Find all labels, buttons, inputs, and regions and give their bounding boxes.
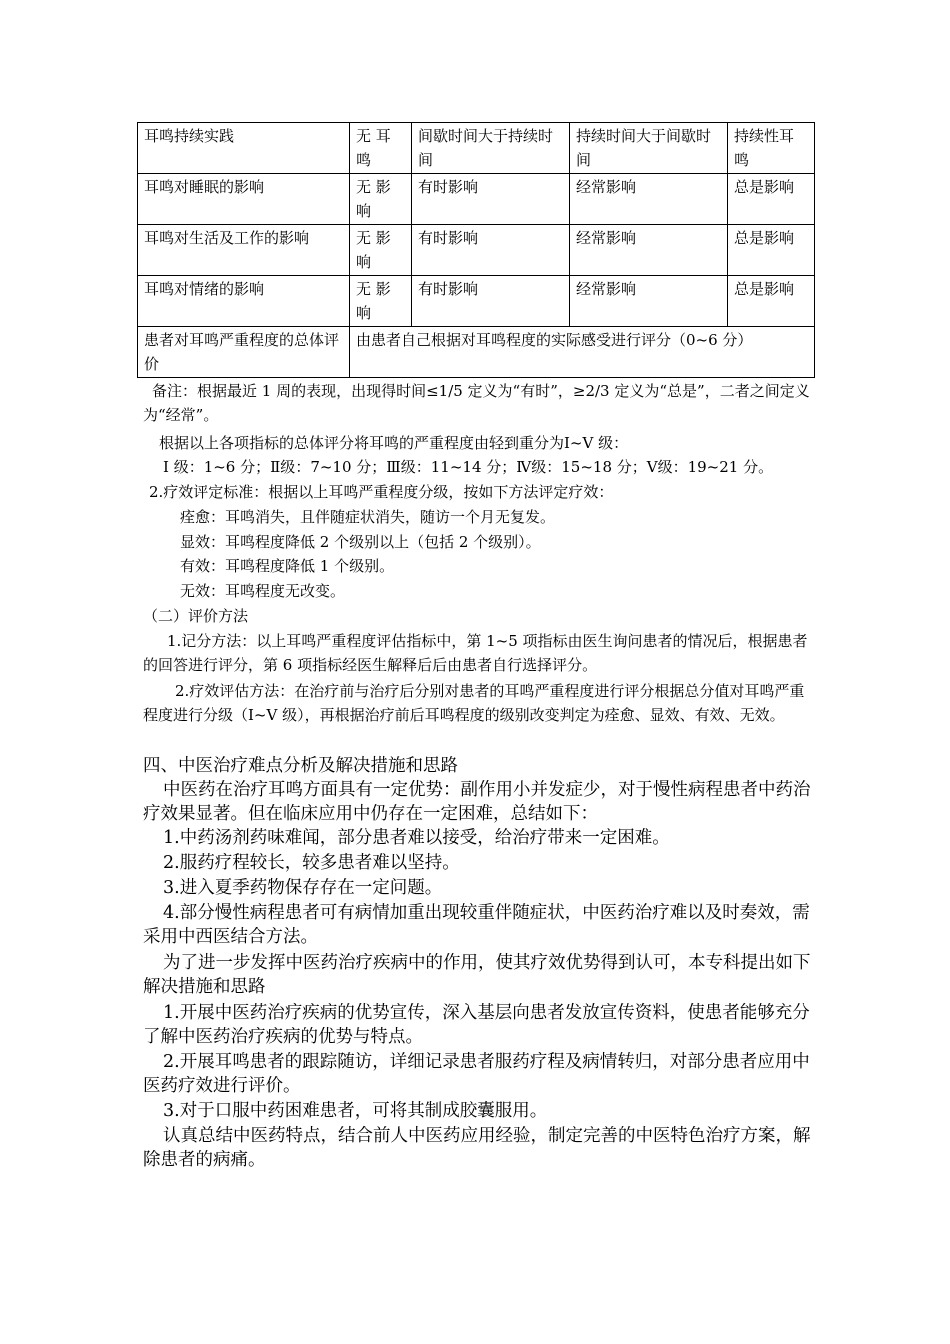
row-label: 耳鸣对睡眠的影响	[138, 174, 350, 225]
cell-score-3: 持续性耳鸣	[728, 123, 815, 174]
row-label: 患者对耳鸣严重程度的总体评价	[138, 327, 350, 378]
cell-score-0: 无 耳鸣	[350, 123, 412, 174]
cell-score-0: 无 影响	[350, 276, 412, 327]
overall-description: 由患者自己根据对耳鸣程度的实际感受进行评分（0~6 分）	[350, 327, 815, 378]
difficulty-item: 1.中药汤剂药味难闻，部分患者难以接受，给治疗带来一定困难。	[163, 828, 670, 848]
remark-note: 备注：根据最近 1 周的表现，出现得时间≤1/5 定义为“有时”，≥2/3 定义为“总是”，二者之间定义为“经常”。	[143, 382, 810, 424]
measures-intro: 为了进一步发挥中医药治疗疾病中的作用，使其疗效优势得到认可，本专科提出如下解决措施和思路	[143, 953, 811, 997]
section-heading: 四、中医治疗难点分析及解决措施和思路	[143, 756, 458, 776]
grading-intro: 根据以上各项指标的总体评分将耳鸣的严重程度由轻到重分为Ⅰ~Ⅴ 级：	[159, 434, 629, 452]
efficacy-effective: 有效：耳鸣程度降低 1 个级别。	[180, 557, 395, 575]
difficulty-item: 2.服药疗程较长，较多患者难以坚持。	[163, 853, 460, 873]
cell-score-3: 总是影响	[728, 225, 815, 276]
efficacy-cure: 痊愈：耳鸣消失，且伴随症状消失，随访一个月无复发。	[180, 508, 556, 526]
cell-score-0: 无 影响	[350, 174, 412, 225]
efficacy-marked: 显效：耳鸣程度降低 2 个级别以上（包括 2 个级别）。	[180, 533, 541, 551]
cell-score-1: 间歇时间大于持续时间	[412, 123, 570, 174]
row-label: 耳鸣持续实践	[138, 123, 350, 174]
row-label: 耳鸣对情绪的影响	[138, 276, 350, 327]
assessment-method: 2.疗效评估方法：在治疗前与治疗后分别对患者的耳鸣严重程度进行评分根据总分值对耳鸣严重程度进行分级（Ⅰ~Ⅴ 级），再根据治疗前后耳鸣程度的级别改变判定为痊愈、显效、有效、无效。	[143, 682, 805, 724]
efficacy-title: 2.疗效评定标准：根据以上耳鸣严重程度分级，按如下方法评定疗效：	[149, 483, 614, 501]
table-row	[138, 225, 815, 276]
measure-item: 1.开展中医药治疗疾病的优势宣传，深入基层向患者发放宣传资料，使患者能够充分了解中医药治疗疾病的优势与特点。	[143, 1003, 810, 1047]
cell-score-2: 经常影响	[570, 225, 728, 276]
tinnitus-severity-table	[137, 122, 815, 378]
cell-score-2: 经常影响	[570, 174, 728, 225]
cell-score-1: 有时影响	[412, 276, 570, 327]
scoring-method: 1.记分方法：以上耳鸣严重程度评估指标中，第 1~5 项指标由医生询问患者的情况后，根据患者的回答进行评分，第 6 项指标经医生解释后后由患者自行选择评分。	[143, 632, 808, 674]
row-label: 耳鸣对生活及工作的影响	[138, 225, 350, 276]
measure-item: 3.对于口服中药困难患者，可将其制成胶囊服用。	[163, 1101, 548, 1121]
difficulty-item: 3.进入夏季药物保存存在一定问题。	[163, 878, 443, 898]
cell-score-2: 经常影响	[570, 276, 728, 327]
cell-score-0: 无 影响	[350, 225, 412, 276]
cell-score-3: 总是影响	[728, 174, 815, 225]
cell-score-1: 有时影响	[412, 174, 570, 225]
method-heading: （二）评价方法	[143, 607, 249, 625]
table-row	[138, 123, 815, 174]
cell-score-3: 总是影响	[728, 276, 815, 327]
table-row	[138, 276, 815, 327]
section-intro: 中医药在治疗耳鸣方面具有一定优势：副作用小并发症少，对于慢性病程患者中药治疗效果显著。但在临床应用中仍存在一定困难，总结如下：	[143, 780, 811, 824]
cell-score-1: 有时影响	[412, 225, 570, 276]
table-row	[138, 174, 815, 225]
measure-item: 2.开展耳鸣患者的跟踪随访，详细记录患者服药疗程及病情转归，对部分患者应用中医药疗效进行评价。	[143, 1052, 810, 1096]
cell-score-2: 持续时间大于间歇时间	[570, 123, 728, 174]
table-row-overall	[138, 327, 815, 378]
efficacy-ineffective: 无效：耳鸣程度无改变。	[180, 582, 346, 600]
conclusion: 认真总结中医药特点，结合前人中医药应用经验，制定完善的中医特色治疗方案，解除患者的病痛。	[143, 1126, 811, 1170]
grading-levels: Ⅰ 级：1~6 分；Ⅱ级：7~10 分；Ⅲ级：11~14 分；Ⅳ级：15~18 分；Ⅴ级：19~21 分。	[163, 458, 774, 476]
difficulty-item: 4.部分慢性病程患者可有病情加重出现较重伴随症状，中医药治疗难以及时奏效，需采用中西医结合方法。	[143, 903, 810, 947]
